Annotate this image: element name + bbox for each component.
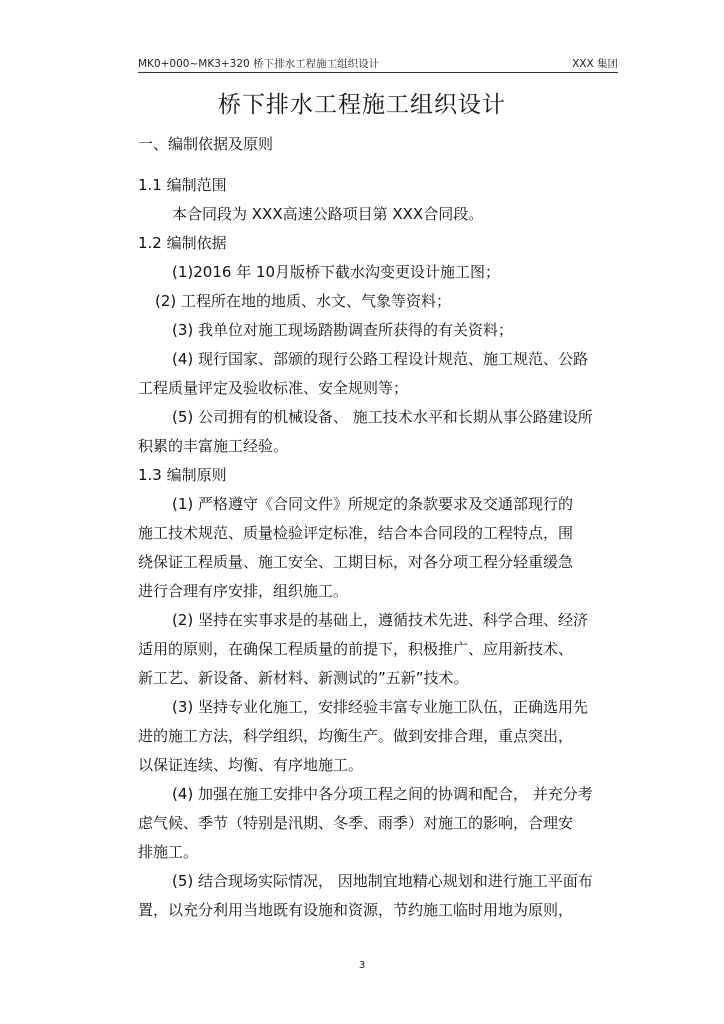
section-heading: 一、编制依据及原则 xyxy=(138,135,274,153)
list-item: (1)2016 年 10月版桥下截水沟变更设计施工图； xyxy=(172,263,501,281)
list-item-continuation: 绕保证工程质量、施工安全、工期目标，对各分项工程分轻重缓急 xyxy=(138,553,574,571)
list-item-continuation: 排施工。 xyxy=(138,843,199,861)
list-item: (3) 我单位对施工现场踏勘调查所获得的有关资料； xyxy=(172,321,514,339)
list-item-continuation: 积累的丰富施工经验。 xyxy=(138,437,289,455)
header-project-title: MK0+000~MK3+320 桥下排水工程施工组织设计 xyxy=(138,58,380,70)
list-item-continuation: 施工技术规范、质量检验评定标准，结合本合同段的工程特点，围 xyxy=(138,524,574,542)
list-item-continuation: 工程质量评定及验收标准、安全规则等； xyxy=(138,379,409,397)
list-item-continuation: 新工艺、新设备、新材料、新测试的”五新”技术。 xyxy=(138,669,469,687)
header-company: XXX 集团 xyxy=(572,58,618,70)
subsection-heading: 1.2 编制依据 xyxy=(138,234,227,252)
subsection-heading: 1.1 编制范围 xyxy=(138,176,227,194)
list-item: (3) 坚持专业化施工，安排经验丰富专业施工队伍，正确选用先 xyxy=(172,698,589,716)
subsection-heading: 1.3 编制原则 xyxy=(138,466,227,484)
list-item: (5) 结合现场实际情况， 因地制宜地精心规划和进行施工平面布 xyxy=(172,872,593,890)
list-item: (2) 工程所在地的地质、水文、气象等资料； xyxy=(155,292,452,310)
page-number: 3 xyxy=(358,960,366,971)
list-item-continuation: 适用的原则，在确保工程质量的前提下，积极推广、应用新技术、 xyxy=(138,640,574,658)
page-header xyxy=(138,54,618,73)
list-item: (1) 严格遵守《合同文件》所规定的条款要求及交通部现行的 xyxy=(172,495,574,513)
list-item: (2) 坚持在实事求是的基础上，遵循技术先进、科学合理、经济 xyxy=(172,611,589,629)
list-item: (5) 公司拥有的机械设备、 施工技术水平和长期从事公路建设所 xyxy=(172,408,593,426)
list-item-continuation: 置，以充分利用当地既有设施和资源，节约施工临时用地为原则， xyxy=(138,901,574,919)
list-item: (4) 加强在施工安排中各分项工程之间的协调和配合， 并充分考 xyxy=(172,785,593,803)
list-item-continuation: 进的施工方法，科学组织，均衡生产。做到安排合理，重点突出， xyxy=(138,727,574,745)
document-title: 桥下排水工程施工组织设计 xyxy=(218,92,506,118)
paragraph-line: 本合同段为 XXX高速公路项目第 XXX合同段。 xyxy=(172,205,484,223)
list-item-continuation: 虑气候、季节（特别是汛期、冬季、雨季）对施工的影响，合理安 xyxy=(138,814,574,832)
list-item: (4) 现行国家、部颁的现行公路工程设计规范、施工规范、公路 xyxy=(172,350,589,368)
list-item-continuation: 进行合理有序安排，组织施工。 xyxy=(138,582,349,600)
list-item-continuation: 以保证连续、均衡、有序地施工。 xyxy=(138,756,364,774)
